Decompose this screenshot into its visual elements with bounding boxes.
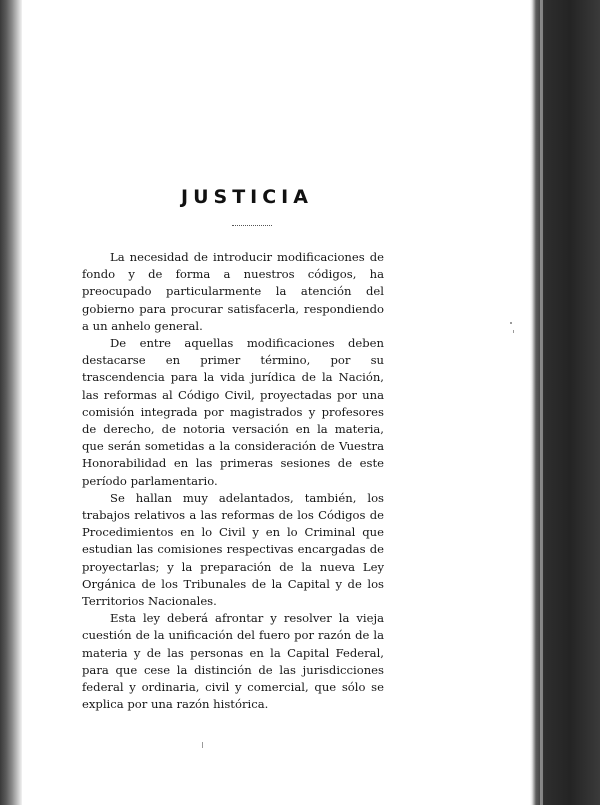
title-divider xyxy=(232,225,272,226)
body-text xyxy=(82,249,384,713)
scan-right-edge xyxy=(530,0,600,805)
book-page xyxy=(22,0,530,805)
paragraph-2: De entre aquellas modificaciones deben destacarse en primer término, por su trascendencia para la vida jurídica de la Nación, las reformas al Código Civil, proyectadas por una comisión integrada por magistrados y profesores de derecho, de notoria versación en la materia, que serán sometidas a la consideración de Vuestra Honorabilidad en las primeras sesiones de este período parlamentario. xyxy=(82,336,384,488)
scan-left-edge xyxy=(0,0,22,805)
paragraph-4: Esta ley deberá afrontar y resolver la vieja cuestión de la unificación del fuero por razón de la materia y de las personas en la Capital Federal, para que cese la distinción de las jurisdicciones federal y ordinaria, civil y comercial, que sólo se explica por una razón histórica. xyxy=(82,611,384,712)
paragraph-3: Se hallan muy adelantados, también, los trabajos relativos a las reformas de los Códigos de Procedimientos en lo Civil y en lo Criminal que estudian las comisiones respectivas encargadas de proyectarlas; y la preparación de la nueva Ley Orgánica de los Tribunales de la Capital y de los Territorios Nacionales. xyxy=(82,490,384,609)
paragraph-1: La necesidad de introducir modificaciones de fondo y de forma a nuestros códigos, ha preocupado particularmente la atención del gobierno para procurar satisfacerla, respondiendo a un anhelo general. xyxy=(82,250,384,333)
page-title: JUSTICIA xyxy=(181,186,313,208)
binding-seam xyxy=(540,0,543,805)
